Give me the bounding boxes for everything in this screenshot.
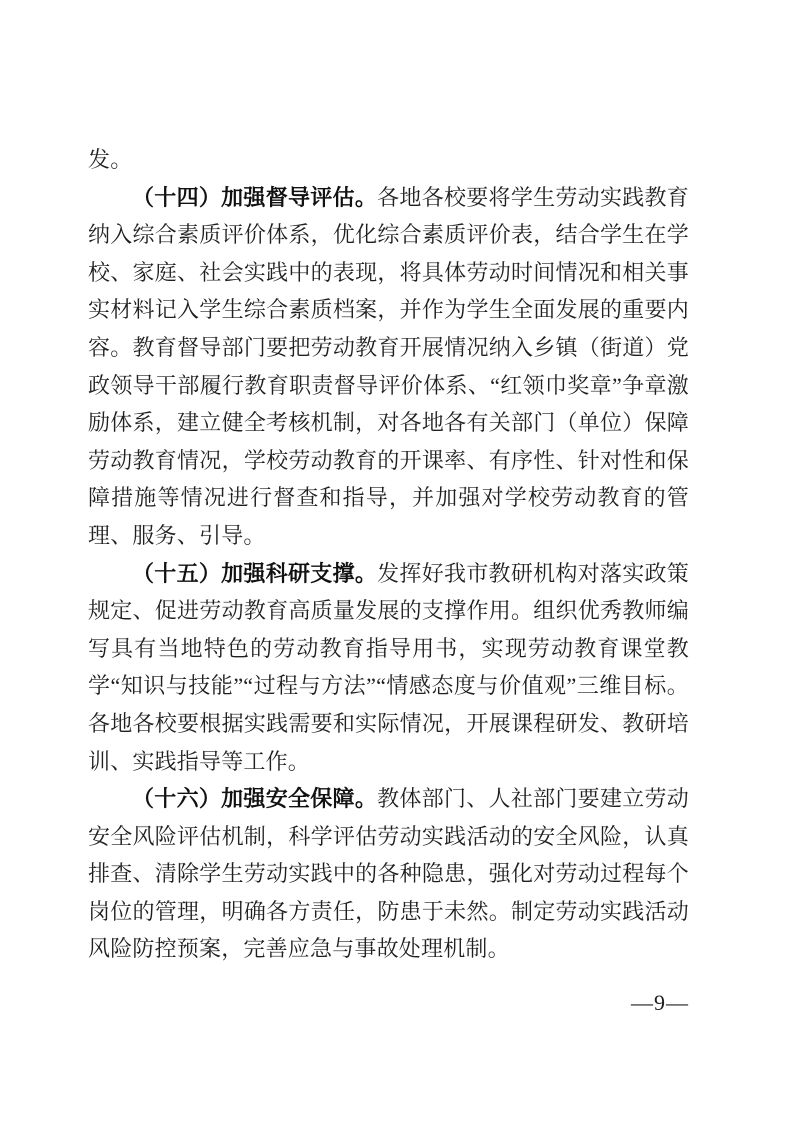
- page-number: —9—: [631, 990, 689, 1015]
- paragraph-section-14: [88, 179, 689, 555]
- document-content: [88, 141, 689, 968]
- section-16-body: 教体部门、人社部门要建立劳动安全风险评估机制，科学评估劳动实践活动的安全风险，认真排查、清除学生劳动实践中的各种隐患，强化对劳动过程每个岗位的管理，明确各方责任，防患于未然。制定劳动实践活动风险防控预案，完善应急与事故处理机制。: [88, 786, 690, 962]
- paragraph-section-16: [88, 780, 689, 968]
- section-14-heading: （十四）加强督导评估。: [132, 184, 378, 210]
- section-15-heading: （十五）加强科研支撑。: [132, 560, 378, 586]
- paragraph-section-15: [88, 555, 689, 781]
- section-14-body: 各地各校要将学生劳动实践教育纳入综合素质评价体系，优化综合素质评价表，结合学生在学校、家庭、社会实践中的表现，将具体劳动时间情况和相关事实材料记入学生综合素质档案，并作为学生全面发展的重要内容。教育督导部门要把劳动教育开展情况纳入乡镇（街道）党政领导干部履行教育职责督导评价体系、“红领巾奖章”争章激励体系，建立健全考核机制，对各地各有关部门（单位）保障劳动教育情况，学校劳动教育的开课率、有序性、针对性和保障措施等情况进行督查和指导，并加强对学校劳动教育的管理、服务、引导。: [88, 184, 690, 548]
- paragraph-continuation: 发。: [88, 147, 133, 172]
- section-15-body: 发挥好我市教研机构对落实政策规定、促进劳动教育高质量发展的支撑作用。组织优秀教师编写具有当地特色的劳动教育指导用书，实现劳动教育课堂教学“知识与技能”“过程与方法”“情感态度与价值观”三维目标。各地各校要根据实践需要和实际情况，开展课程研发、教研培训、实践指导等工作。: [88, 560, 690, 774]
- section-16-heading: （十六）加强安全保障。: [132, 786, 378, 812]
